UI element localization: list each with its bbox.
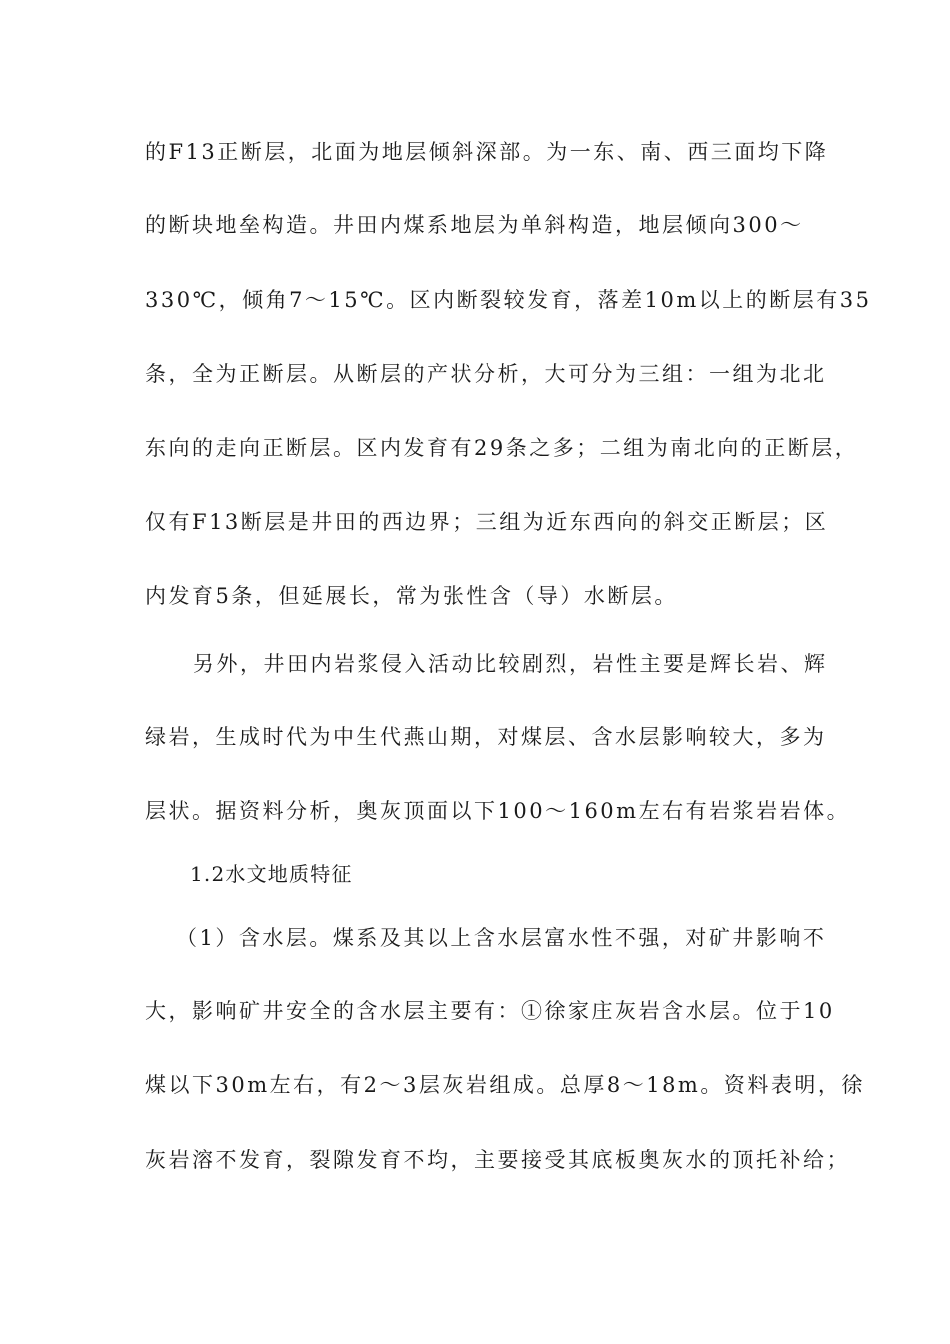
text-line-1: 的F13正断层，北面为地层倾斜深部。为一东、南、西三面均下降 xyxy=(145,140,829,164)
paragraph-2-line-1: 另外，井田内岩浆侵入活动比较剧烈，岩性主要是辉长岩、辉 xyxy=(193,652,828,676)
text-line-3: 330℃，倾角7～15℃。区内断裂较发育，落差10m以上的断层有35 xyxy=(145,288,872,312)
text-line-2: 的断块地垒构造。井田内煤系地层为单斜构造，地层倾向300～ xyxy=(145,213,804,237)
text-line-4: 条，全为正断层。从断层的产状分析，大可分为三组：一组为北北 xyxy=(145,362,827,386)
paragraph-3-line-3: 煤以下30m左右，有2～3层灰岩组成。总厚8～18m。资料表明，徐 xyxy=(145,1073,865,1097)
text-line-5: 东向的走向正断层。区内发育有29条之多；二组为南北向的正断层， xyxy=(145,436,859,460)
text-line-6: 仅有F13断层是井田的西边界；三组为近东西向的斜交正断层；区 xyxy=(145,510,829,534)
section-heading: 1.2水文地质特征 xyxy=(190,862,353,886)
paragraph-2-line-3: 层状。据资料分析，奥灰顶面以下100～160m左右有岩浆岩岩体。 xyxy=(145,799,851,823)
text-line-7: 内发育5条，但延展长，常为张性含（导）水断层。 xyxy=(145,584,678,608)
paragraph-3-line-4: 灰岩溶不发育，裂隙发育不均，主要接受其底板奥灰水的顶托补给； xyxy=(145,1148,850,1172)
paragraph-3-line-2: 大，影响矿井安全的含水层主要有：①徐家庄灰岩含水层。位于10 xyxy=(145,999,835,1023)
paragraph-2-line-2: 绿岩，生成时代为中生代燕山期，对煤层、含水层影响较大，多为 xyxy=(145,725,827,749)
paragraph-3-line-1: （1）含水层。煤系及其以上含水层富水性不强，对矿井影响不 xyxy=(176,926,827,950)
